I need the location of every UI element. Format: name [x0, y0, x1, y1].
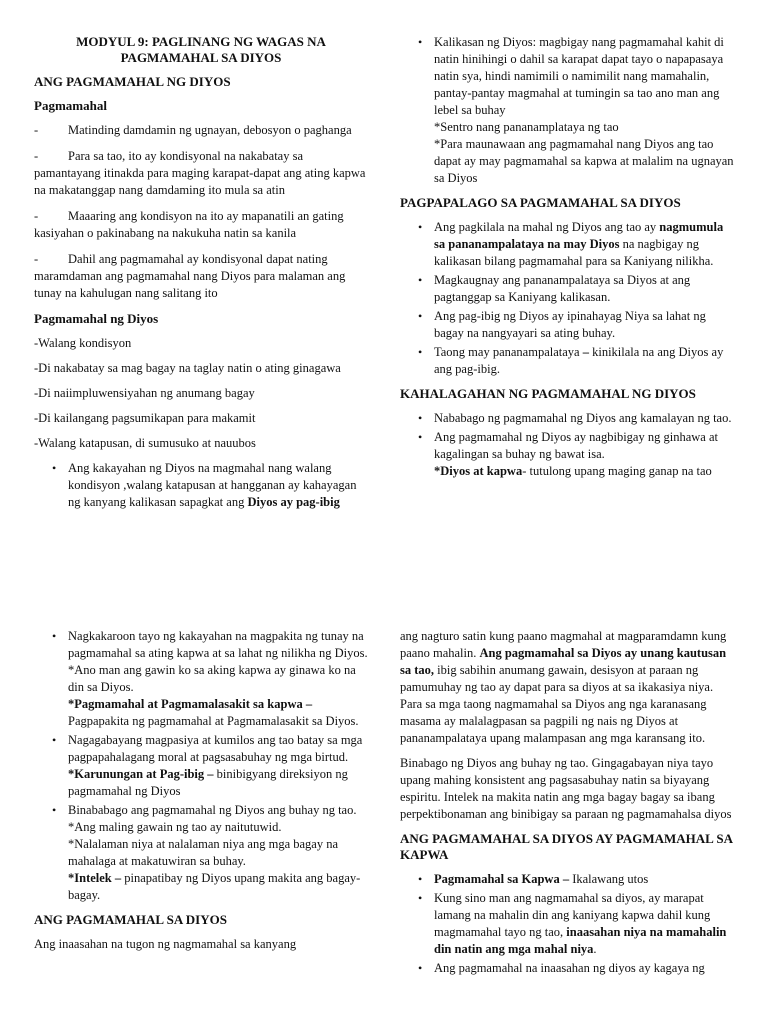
heading-pagmamahal-ng-diyos: Pagmamahal ng Diyos: [34, 311, 159, 326]
dash-item: - Para sa tao, ito ay kondisyonal na nakabatay sa pamantayang itinakda para maging karapat-dapat ang ating kapwa na makatanggap nang damdaming ito mula sa atin: [34, 149, 366, 197]
list-bold-text: *Karunungan at Pag-ibig –: [68, 767, 214, 781]
list-note: *Sentro nang pananamplataya ng tao: [434, 120, 619, 134]
dash-item: - Dahil ang pagmamahal ay kondisyonal dapat nating maramdaman ang pagmamahal nang Diyos para malaman ang tunay na kahulugan nang salitang ito: [34, 252, 346, 300]
list-item: [434, 890, 734, 958]
list-text: Nagkakaroon tayo ng kakayahan na magpakita ng tunay na pagmamahal sa ating kapwa at sa lahat ng nilikha ng Diyos.: [68, 629, 368, 660]
list-note: [68, 696, 368, 730]
paragraph-text: ang nagturo satin kung paano magmahal at magparamdamn kung paano mahalin.: [400, 629, 727, 660]
page2-left-column: [34, 628, 368, 961]
list-text: Kung sino man ang nagmamahal sa diyos, ay marapat lamang na mahalin din ang kaniyang kapwa dahil kung magmamahal tayo ng tao,: [434, 891, 711, 939]
kakayahan-list: [34, 460, 368, 511]
plain-item: -Walang kondisyon: [34, 336, 132, 350]
list-item: [68, 628, 368, 730]
paragraph: Binabago ng Diyos ang buhay ng tao. Gingagabayan niya tayo upang mahing konsistent ang pagsasabuhay natin sa biyayang espiritu. Intelek na makita natin ang mga bagay bagay sa ibang perpektibonaman ang binibigay sa paraan ng pagmamahalsa diyos: [400, 756, 732, 821]
list-text: Ikalawang utos: [569, 872, 649, 886]
list-note: [434, 463, 734, 480]
dash-item: - Matinding damdamin ng ugnayan, debosyon o paghanga: [34, 123, 352, 137]
list-text: Taong may pananampalataya: [434, 345, 583, 359]
list-note: *Nalalaman niya at nalalaman niya ang mga bagay na mahalaga at makatuwiran sa buhay.: [68, 837, 339, 868]
heading-pagmamahal-sa-kapwa: ANG PAGMAMAHAL SA DIYOS AY PAGMAMAHAL SA KAPWA: [400, 831, 733, 862]
heading-kahalagahan: KAHALAGAHAN NG PAGMAMAHAL NG DIYOS: [400, 386, 696, 401]
list-bold-text: inaasahan niya na mamahalin din natin ang mga mahal niya: [434, 925, 727, 956]
module-title: [34, 34, 368, 66]
page1-right-column: [400, 34, 734, 486]
page2-right-column: [400, 628, 734, 983]
list-item: [434, 871, 734, 888]
list-note: *Ano man ang gawin ko sa aking kapwa ay ginawa ko na din sa Diyos.: [68, 663, 356, 694]
plain-item: -Walang katapusan, di sumusuko at nauubos: [34, 436, 256, 450]
paragraph-text: ibig sabihin anumang gawain, desisyon at paraan ng pamumuhay ng tao ay dapat para sa diyos at sa ikakasiya niya. Para sa mga taong nagmamahal sa Diyos ang nga karanasang masama ay malalagpasan sa pagpili ng nais ng Diyos at pananampalataya upang malampasan ang mga karansang ito.: [400, 663, 714, 745]
kapwa-list: [400, 871, 734, 977]
list-text: Nagagabayang magpasiya at kumilos ang tao batay sa mga pagpapahalagang moral at pagsasabuhay ng mga birtud.: [68, 733, 363, 764]
list-text: binibigyang direksiyon ng pagmamahal ng Diyos: [68, 767, 348, 798]
list-note: *Ang maling gawain ng tao ay naitutuwid.: [68, 820, 282, 834]
title-line-1: MODYUL 9: PAGLINANG NG WAGAS NA: [76, 34, 326, 49]
list-text: Ang kakayahan ng Diyos na magmahal nang walang kondisyon ,walang katapusan at hangganan ay kahayagan ng kanyang kalikasan sapagkat ang: [68, 461, 357, 509]
page1-left-column: [34, 34, 368, 517]
paragraph-start: Ang inaasahan na tugon ng nagmamahal sa kanyang: [34, 937, 297, 951]
list-item: • Ang pag-ibig ng Diyos ay ipinahayag Niya sa lahat ng bagay na nangyayari sa ating buhay.: [434, 308, 734, 342]
list-text: .: [593, 942, 597, 956]
list-text: Kalikasan ng Diyos: magbigay nang pagmamahal kahit di natin hinihingi o dahil sa karapat dapat tayo o napapasaya natin sya, hindi namimili o namimilit nang mamahalin, pantay-pantay magmahal at tumingin sa tao ano man ang lebel sa buhay: [434, 35, 724, 117]
list-bold-text: nagmumula sa pananampalataya na may Diyos: [434, 220, 724, 251]
list-bold-text: *Intelek –: [68, 871, 122, 885]
list-note: [68, 766, 368, 800]
heading-pagpapalago: PAGPAPALAGO SA PAGMAMAHAL SA DIYOS: [400, 195, 681, 210]
list-item: [434, 219, 734, 270]
pagpapalago-list: [400, 219, 734, 378]
list-item: [68, 732, 368, 800]
plain-item: -Di nakabatay sa mag bagay na taglay natin o ating ginagawa: [34, 361, 341, 375]
list-bold-text: Pagmamahal sa Kapwa –: [434, 872, 570, 886]
list-item: [434, 960, 734, 977]
dash-text: Matinding damdamin ng ugnayan, debosyon o paghanga: [68, 123, 352, 137]
plain-item: -Di naiimpluwensiyahan ng anumang bagay: [34, 386, 255, 400]
document-page-2: [0, 600, 768, 1024]
kalikasan-list: [400, 34, 734, 187]
list-note: [68, 870, 368, 904]
list-bold-text: *Diyos at kapwa: [434, 464, 523, 478]
paragraph-bold-text: Ang pagmamahal sa Diyos ay unang kautusan sa tao,: [400, 646, 727, 677]
list-item: [68, 802, 368, 904]
kahalagahan-list: [400, 410, 734, 480]
list-text: kinikilala na ang Diyos ay ang pag-ibig.: [434, 345, 724, 376]
plain-item: -Di kailangang pagsumikapan para makamit: [34, 411, 256, 425]
dash-text: Para sa tao, ito ay kondisyonal na nakabatay sa pamantayang itinakda para maging karapat-dapat ang ating kapwa na makatanggap nang damdaming ito mula sa atin: [34, 149, 366, 197]
list-bold-text: –: [582, 345, 589, 359]
list-item: [434, 429, 734, 480]
dash-item: - Maaaring ang kondisyon na ito ay mapanatili an gating kasiyahan o pakinabang na nakukuha natin sa kanila: [34, 209, 344, 240]
heading-pagmamahal: Pagmamahal: [34, 98, 107, 113]
title-line-2: PAGMAMAHAL SA DIYOS: [120, 50, 282, 65]
list-note: *Para maunawaan ang pagmamahal nang Diyos ang tao dapat ay may pagmamahal sa kapwa at malalim na ugnayan sa Diyos: [434, 137, 734, 185]
list-text: Ang pagmamahal ng Diyos ay nagbibigay ng ginhawa at kagalingan sa buhay ng bawat isa.: [434, 430, 718, 461]
list-text: Pagpapakita ng pagmamahal at Pagmamalasakit sa Diyos.: [68, 714, 359, 728]
list-text: pinapatibay ng Diyos upang makita ang bagay-bagay.: [68, 871, 361, 902]
list-item: • Magkaugnay ang pananampalataya sa Diyos at ang pagtanggap sa Kaniyang kalikasan.: [434, 272, 734, 306]
dash-text: Dahil ang pagmamahal ay kondisyonal dapat nating maramdaman ang pagmamahal nang Diyos para malaman ang tunay na kahulugan nang salitang ito: [34, 252, 346, 300]
dash-text: Maaaring ang kondisyon na ito ay mapanatili an gating kasiyahan o pakinabang na nakukuha natin sa kanila: [34, 209, 344, 240]
list-item: • Nababago ng pagmamahal ng Diyos ang kamalayan ng tao.: [434, 410, 734, 427]
heading-ang-pagmamahal: ANG PAGMAMAHAL NG DIYOS: [34, 74, 231, 89]
list-bold-text: *Pagmamahal at Pagmamalasakit sa kapwa –: [68, 697, 313, 711]
list-item: [68, 460, 368, 511]
list-text: Binababago ang pagmamahal ng Diyos ang buhay ng tao.: [68, 803, 357, 817]
list-item: [434, 344, 734, 378]
paragraph: [400, 628, 734, 747]
list-text: Ang pagkilala na mahal ng Diyos ang tao ay: [434, 220, 660, 234]
list-item: [434, 34, 734, 187]
heading-ang-pagmamahal-sa-diyos: ANG PAGMAMAHAL SA DIYOS: [34, 912, 227, 927]
list-text: na nagbigay ng kalikasan bilang pagmamahal para sa Kaniyang nilikha.: [434, 237, 714, 268]
list-text: - tutulong upang maging ganap na tao: [522, 464, 712, 478]
list-bold-text: Diyos ay pag-ibig: [247, 495, 340, 509]
list-text: Ang pagmamahal na inaasahan ng diyos ay kagaya ng: [434, 961, 705, 975]
epekto-list: [34, 628, 368, 904]
